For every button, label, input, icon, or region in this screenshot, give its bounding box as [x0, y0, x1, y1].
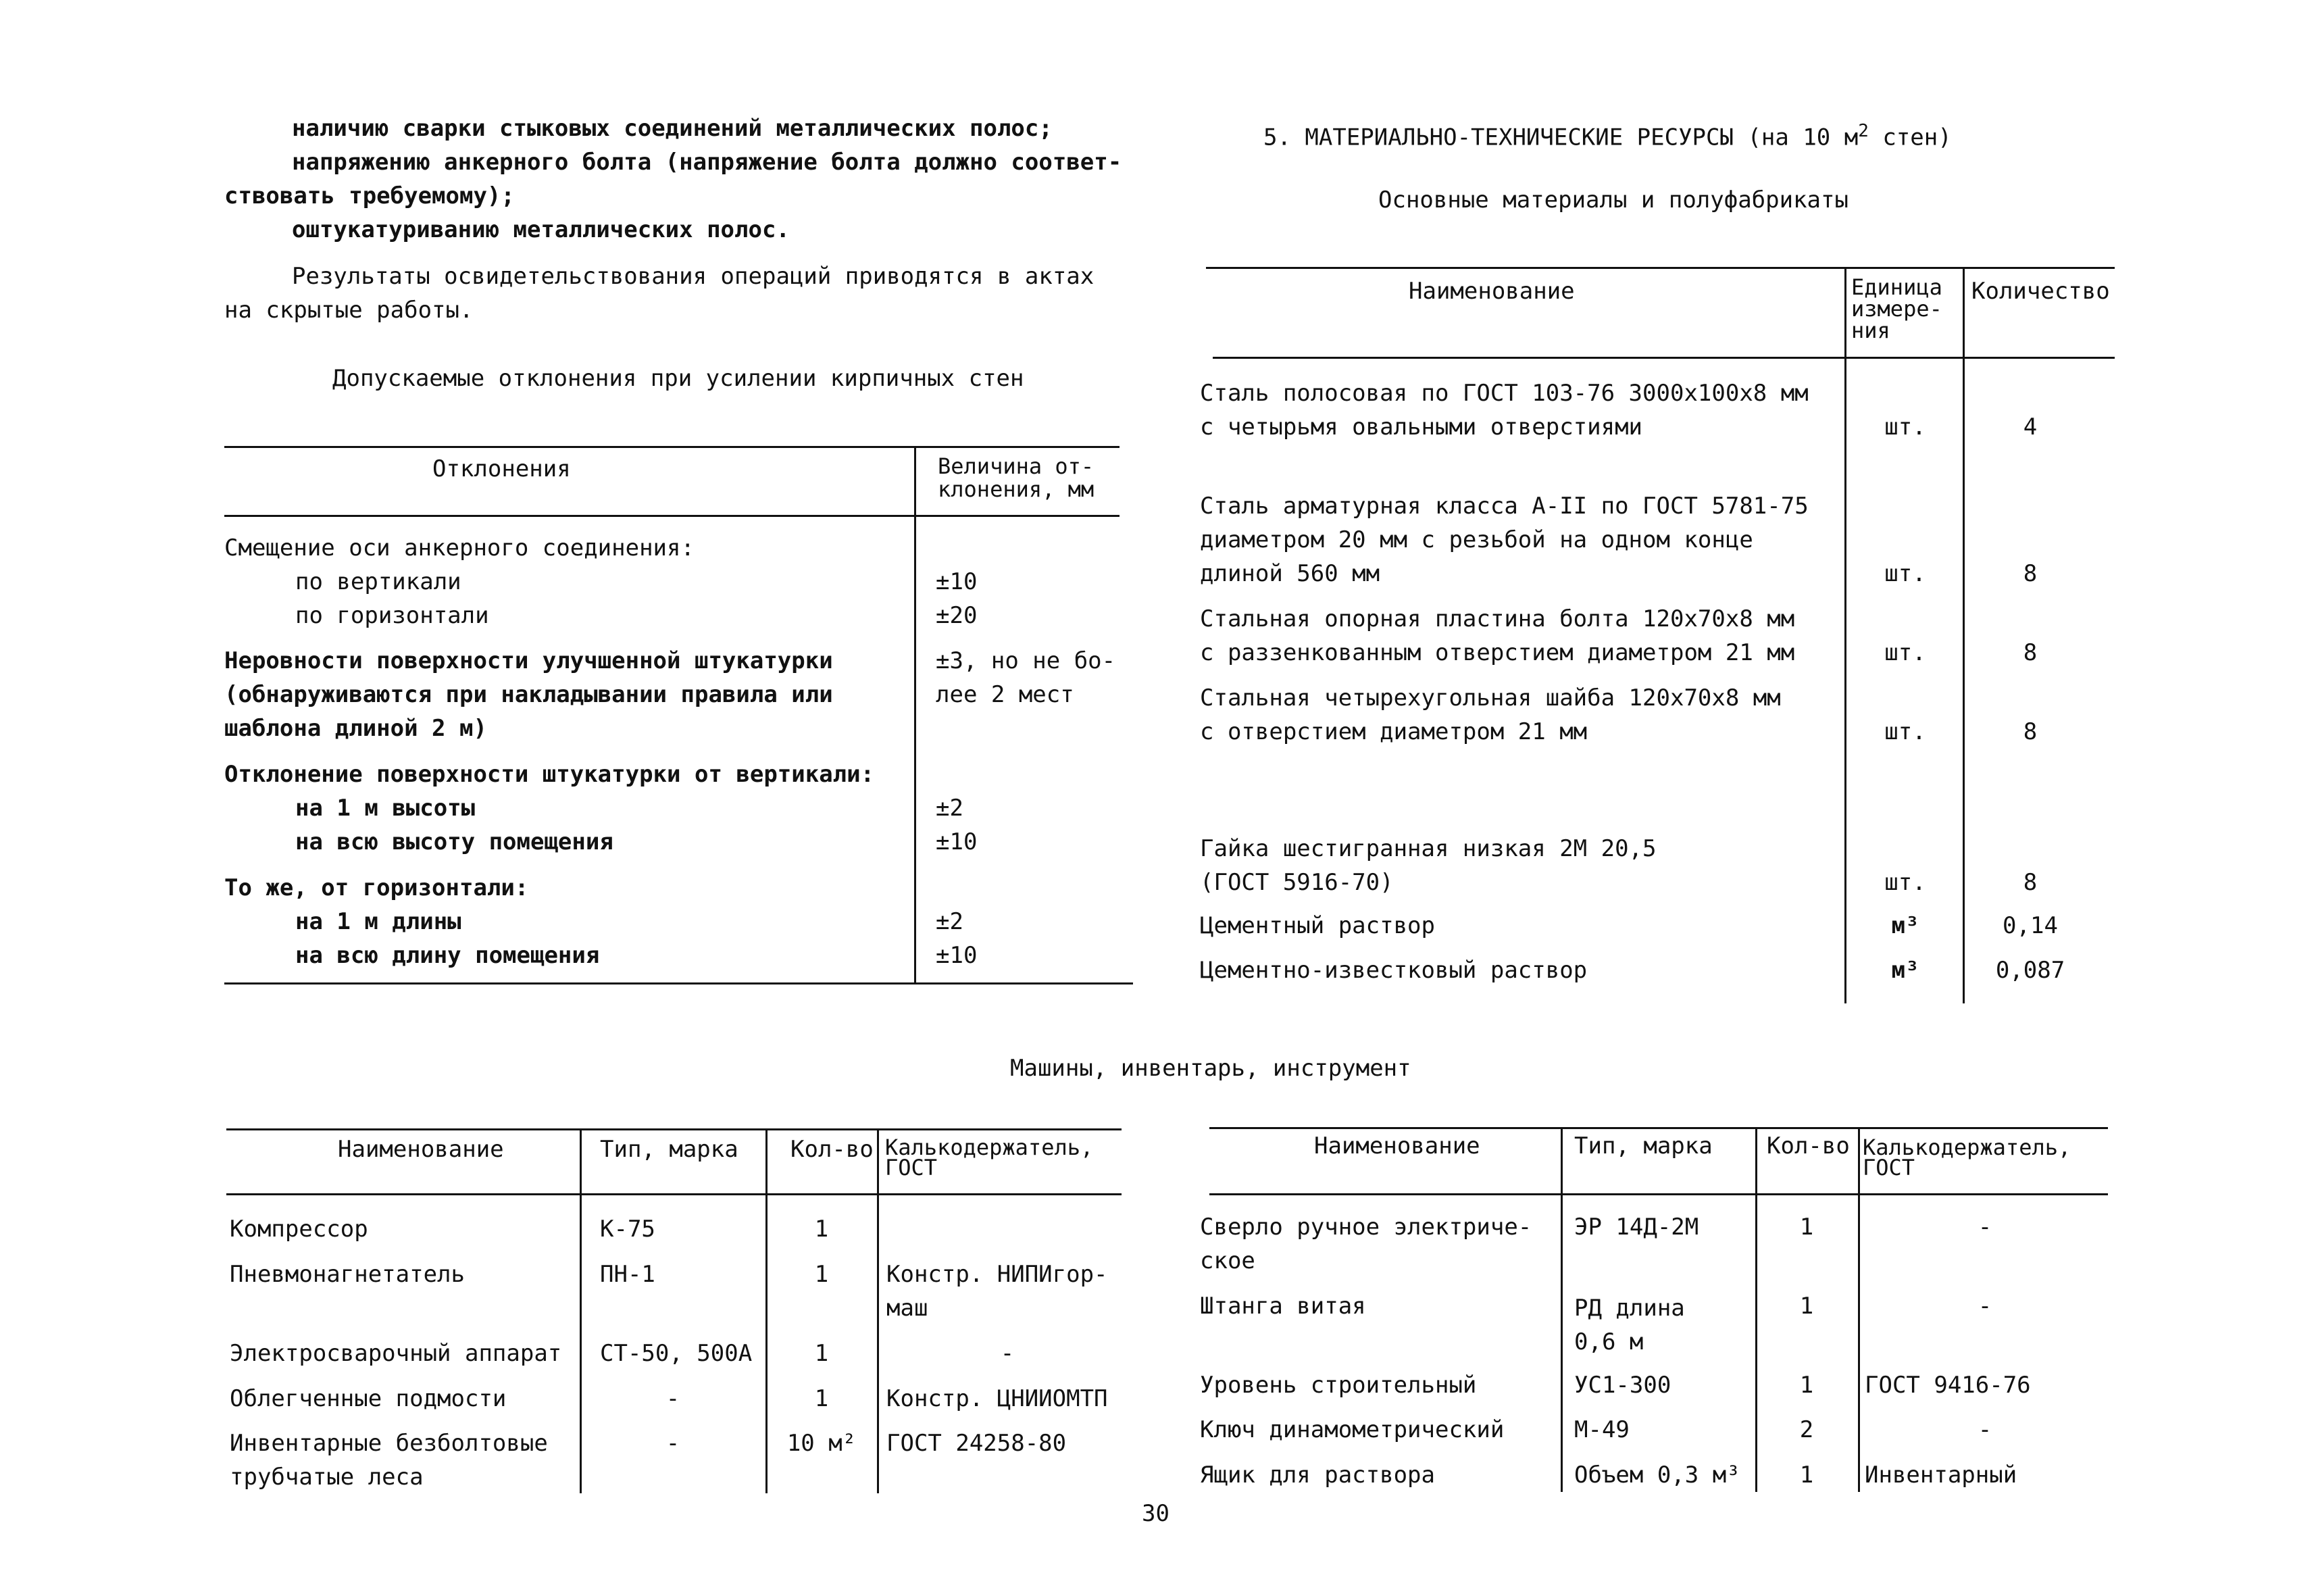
deviations-col-divider: [914, 446, 916, 983]
machine-name: трубчатые леса: [230, 1464, 424, 1491]
machines-title: Машины, инвентарь, инструмент: [1010, 1055, 1411, 1082]
machines-left-header-rule: [226, 1193, 1122, 1195]
deviation-row-value: ±10: [936, 568, 978, 595]
material-row-line: Цементно-известковый раствор: [1200, 957, 1588, 984]
resources-title-text: 5. МАТЕРИАЛЬНО-ТЕХНИЧЕСКИЕ РЕСУРСЫ (на 10 м: [1263, 124, 1859, 151]
machine-qty: 1: [814, 1216, 829, 1243]
resources-title-sup: 2: [1858, 121, 1869, 141]
machine-type: Объем 0,3 м³: [1574, 1462, 1740, 1489]
deviation-row-text: на 1 м длины: [295, 908, 461, 935]
materials-header-name: Наименование: [1409, 278, 1575, 305]
material-row-line: с отверстием диаметром 21 мм: [1200, 718, 1588, 745]
machine-qty: 1: [1799, 1214, 1814, 1241]
machine-type: -: [665, 1430, 680, 1457]
deviations-top-rule: [224, 446, 1120, 448]
machine-qty: 10 м²: [786, 1430, 857, 1457]
material-row-unit: шт.: [1884, 560, 1926, 587]
machine-holder: -: [1978, 1416, 1992, 1443]
deviations-header-value-2: клонения, мм: [938, 476, 1095, 502]
deviation-row-value: ±2: [936, 908, 963, 935]
materials-top-rule: [1206, 267, 2115, 269]
machine-holder: Констр. ЦНИИОМТП: [886, 1385, 1108, 1412]
machine-qty: 1: [1799, 1462, 1814, 1489]
machines-right-header-name: Наименование: [1314, 1132, 1480, 1159]
material-row-qty: 8: [2023, 560, 2038, 587]
material-row-line: (ГОСТ 5916-70): [1200, 869, 1394, 896]
machine-holder: ГОСТ 24258-80: [886, 1430, 1067, 1457]
materials-col-divider-2: [1963, 267, 1965, 1003]
machine-holder: -: [1978, 1293, 1992, 1320]
deviation-row-text: Смещение оси анкерного соединения:: [224, 534, 695, 562]
material-row-line: Гайка шестигранная низкая 2М 20,5: [1200, 835, 1657, 862]
machines-left-top-rule: [226, 1128, 1122, 1130]
deviation-row-text: Неровности поверхности улучшенной штукатурки: [224, 647, 833, 674]
material-row-line: с четырьмя овальными отверстиями: [1200, 414, 1643, 441]
material-row-line: Стальная опорная пластина болта 120x70x8 мм: [1200, 605, 1795, 632]
machine-name: Облегченные подмости: [230, 1385, 507, 1412]
machines-left-header-name: Наименование: [338, 1136, 504, 1163]
machine-holder: -: [1000, 1340, 1015, 1367]
machine-type: М-49: [1574, 1416, 1630, 1443]
machine-qty: 1: [1799, 1372, 1814, 1399]
deviation-row-value: ±2: [936, 795, 963, 822]
materials-header-rule: [1213, 357, 2115, 359]
intro-line-1: наличию сварки стыковых соединений металлических полос;: [292, 115, 1053, 142]
page-number: 30: [1142, 1500, 1169, 1527]
deviation-row-value: ±10: [936, 942, 978, 969]
material-row-line: Стальная четырехугольная шайба 120x70x8 мм: [1200, 684, 1781, 712]
material-row-qty: 0,087: [1995, 957, 2065, 984]
deviations-header-rule: [224, 515, 1120, 517]
deviation-row-text: на всю высоту помещения: [295, 828, 613, 855]
material-row-line: длиной 560 мм: [1200, 560, 1380, 587]
deviations-header-name: Отклонения: [432, 455, 571, 482]
intro-line-2: напряжению анкерного болта (напряжение болта должно соответ-: [292, 149, 1122, 176]
material-row-line: Сталь арматурная класса А-II по ГОСТ 5781-75: [1200, 493, 1809, 520]
deviation-row-text: на всю длину помещения: [295, 942, 600, 969]
intro-paragraph-line-1: Результаты освидетельствования операций приводятся в актах: [292, 263, 1095, 290]
machines-left-divider-3: [877, 1128, 879, 1493]
machine-type: УС1-300: [1574, 1372, 1671, 1399]
machine-name: Уровень строительный: [1200, 1372, 1477, 1399]
machines-right-header-holder-2: ГОСТ: [1863, 1155, 1915, 1180]
machines-right-header-qty: Кол-во: [1767, 1132, 1850, 1159]
deviation-row-text: Отклонение поверхности штукатурки от вертикали:: [224, 761, 875, 788]
machine-qty: 1: [1799, 1293, 1814, 1320]
machine-holder: маш: [886, 1295, 928, 1322]
machine-type: 0,6 м: [1574, 1328, 1644, 1355]
machines-left-header-holder-2: ГОСТ: [885, 1155, 938, 1180]
machine-holder: Инвентарный: [1865, 1462, 2017, 1489]
machine-name: Пневмонагнетатель: [230, 1261, 465, 1288]
material-row-unit: шт.: [1884, 639, 1926, 666]
resources-title: [1263, 114, 1952, 155]
machine-type: СТ-50, 500А: [600, 1340, 753, 1367]
machine-qty: 1: [814, 1340, 829, 1367]
materials-col-divider-1: [1844, 267, 1846, 1003]
materials-header-unit-1: Единица: [1851, 274, 1942, 300]
material-row-unit: м³: [1891, 912, 1919, 939]
material-row-line: Цементный раствор: [1200, 912, 1435, 939]
machine-name: Инвентарные безболтовые: [230, 1430, 548, 1457]
deviation-row-value: ±10: [936, 828, 978, 855]
machine-name: Электросварочный аппарат: [230, 1340, 562, 1367]
material-row-line: с раззенкованным отверстием диаметром 21 мм: [1200, 639, 1795, 666]
intro-line-4: оштукатуриванию металлических полос.: [292, 216, 790, 243]
machine-qty: 2: [1799, 1416, 1814, 1443]
machines-left-header-qty: Кол-во: [790, 1136, 874, 1163]
material-row-qty: 8: [2023, 869, 2038, 896]
material-row-line: диаметром 20 мм с резьбой на одном конце: [1200, 526, 1753, 553]
deviations-bottom-rule: [224, 982, 1133, 984]
machines-right-header-rule: [1209, 1193, 2108, 1195]
machines-right-header-holder-1: Калькодержатель,: [1863, 1134, 2071, 1160]
material-row-line: Сталь полосовая по ГОСТ 103-76 3000x100x8 мм: [1200, 380, 1809, 407]
machine-qty: 1: [814, 1261, 829, 1288]
deviation-row-text: шаблона длиной 2 м): [224, 715, 487, 742]
machines-right-divider-1: [1561, 1127, 1563, 1492]
deviation-row-text: (обнаруживаются при накладывании правила или: [224, 681, 833, 708]
machine-type: РД длина: [1574, 1295, 1685, 1322]
machine-type: -: [665, 1385, 680, 1412]
machines-right-header-type: Тип, марка: [1574, 1132, 1713, 1159]
deviation-row-text: по вертикали: [295, 568, 461, 595]
deviations-header-value-1: Величина от-: [938, 453, 1095, 479]
machine-type: К-75: [600, 1216, 655, 1243]
resources-subtitle: Основные материалы и полуфабрикаты: [1378, 186, 1848, 214]
material-row-unit: шт.: [1884, 869, 1926, 896]
machine-name: Штанга витая: [1200, 1293, 1366, 1320]
resources-title-end: стен): [1868, 124, 1952, 151]
materials-header-unit-3: ния: [1851, 318, 1890, 343]
deviation-row-text: То же, от горизонтали:: [224, 874, 529, 901]
materials-header-qty: Количество: [1971, 278, 2110, 305]
deviation-row-text: на 1 м высоты: [295, 795, 476, 822]
machine-name: Ящик для раствора: [1200, 1462, 1435, 1489]
machine-type: ПН-1: [600, 1261, 655, 1288]
deviations-title: Допускаемые отклонения при усилении кирпичных стен: [332, 365, 1024, 392]
machine-holder: -: [1978, 1214, 1992, 1241]
material-row-unit: шт.: [1884, 414, 1926, 441]
intro-paragraph-line-2: на скрытые работы.: [224, 297, 474, 324]
machines-left-header-type: Тип, марка: [600, 1136, 738, 1163]
materials-header-unit-2: измере-: [1851, 296, 1942, 322]
machine-name: ское: [1200, 1247, 1255, 1274]
machine-holder: ГОСТ 9416-76: [1865, 1372, 2031, 1399]
material-row-qty: 8: [2023, 639, 2038, 666]
deviation-row-text: по горизонтали: [295, 602, 489, 629]
material-row-qty: 8: [2023, 718, 2038, 745]
material-row-unit: м³: [1891, 957, 1919, 984]
machine-name: Компрессор: [230, 1216, 368, 1243]
deviation-row-value: ±3, но не бо-: [936, 647, 1116, 674]
machine-name: Сверло ручное электриче-: [1200, 1214, 1532, 1241]
machine-type: ЭР 14Д-2М: [1574, 1214, 1699, 1241]
material-row-unit: шт.: [1884, 718, 1926, 745]
deviation-row-value: ±20: [936, 602, 978, 629]
material-row-qty: 0,14: [2003, 912, 2058, 939]
machine-name: Ключ динамометрический: [1200, 1416, 1505, 1443]
machine-qty: 1: [814, 1385, 829, 1412]
intro-line-3: ствовать требуемому);: [224, 182, 515, 209]
machines-left-header-holder-1: Калькодержатель,: [885, 1134, 1094, 1160]
material-row-qty: 4: [2023, 414, 2038, 441]
machine-holder: Констр. НИПИгор-: [886, 1261, 1108, 1288]
deviation-row-value: лее 2 мест: [936, 681, 1074, 708]
